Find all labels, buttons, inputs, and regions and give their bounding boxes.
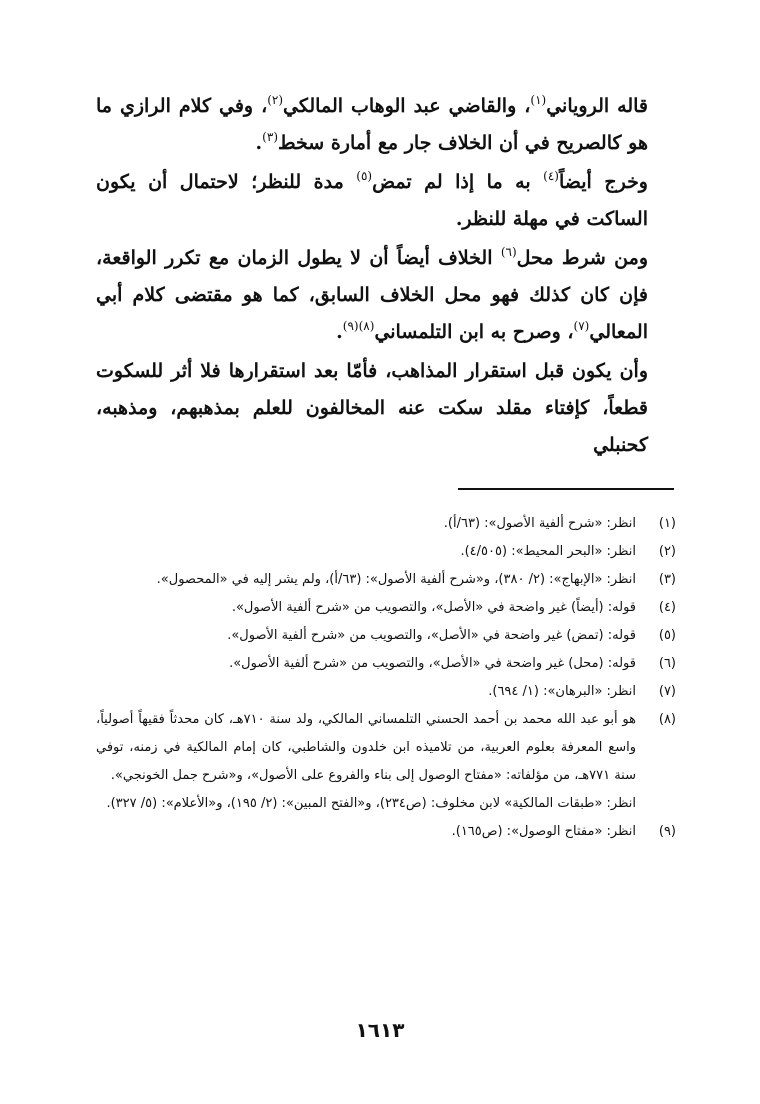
footnote-text: قوله: (محل) غير واضحة في «الأصل»، والتصويب من «شرح ألفية الأصول». xyxy=(229,656,636,671)
footnotes xyxy=(96,510,676,846)
footnote-7 xyxy=(96,678,676,706)
paragraph-3 xyxy=(96,240,672,351)
footnote-text: انظر: «الإبهاج»: (٢/ ٣٨٠)، و«شرح ألفية الأصول»: (٦٣/أ)، ولم يشر إليه في «المحصول». xyxy=(156,572,636,587)
footnote-1 xyxy=(96,510,676,538)
text-run: مدة للنظر؛ لاحتمال أن يكون الساكت في مهلة للنظر. xyxy=(96,171,648,230)
text-run: وخرج أيضاً xyxy=(558,171,648,193)
text-run: . xyxy=(255,132,263,154)
footnote-number: (٦) xyxy=(658,656,676,671)
footnote-text: انظر: «مفتاح الوصول»: (ص١٦٥). xyxy=(451,824,636,839)
footnote-separator xyxy=(458,488,674,490)
footnote-number: (٣) xyxy=(658,572,676,587)
footnote-ref-8-9: (٨)(٩) xyxy=(342,319,375,333)
text-run: ، وصرح به ابن التلمساني xyxy=(374,321,574,343)
footnote-sources: انظر: «طبقات المالكية» لابن مخلوف: (ص٢٣٤)، و«الفتح المبين»: (٢/ ١٩٥)، و«الأعلام»: (٥/ ٣٢٧). xyxy=(106,796,636,811)
text-run: ، والقاضي عبد الوهاب المالكي xyxy=(283,95,531,117)
footnote-text: قوله: (أيضاً) غير واضحة في «الأصل»، والتصويب من «شرح ألفية الأصول». xyxy=(231,600,636,615)
footnote-number: (٨) xyxy=(658,712,676,727)
paragraph-1 xyxy=(96,88,672,162)
footnote-text: انظر: «البرهان»: (١/ ٦٩٤). xyxy=(488,684,636,699)
footnote-number: (٩) xyxy=(658,824,676,839)
footnote-text: هو أبو عبد الله محمد بن أحمد الحسني التلمساني المالكي، ولد سنة ٧١٠هـ، كان محدثاً فقيهاً أصولياً، واسع المعرفة بعلوم العربية، من تلاميذه ابن خلدون والشاطبي، كان إمام المالكية في زمنه، توفي سنة ٧٧١هـ، من مؤلفاته: «مفتاح الوصول إلى بناء والفروع على الأصول»، و«شرح جمل الخونجي». xyxy=(96,712,636,783)
text-run: ، وفي كلام الرازي ما هو كالصريح في أن الخلاف جار مع أمارة سخط xyxy=(96,95,648,154)
footnote-8 xyxy=(96,706,676,818)
footnote-ref-7: (٧) xyxy=(573,319,590,333)
text-run: الخلاف أيضاً أن لا يطول الزمان مع تكرر الواقعة، فإن كان كذلك فهو محل الخلاف السابق، كما هو مقتضى كلام أبي المعالي xyxy=(96,247,648,343)
footnote-text: انظر: «البحر المحيط»: (٤/٥٠٥). xyxy=(460,544,636,559)
footnote-5 xyxy=(96,622,676,650)
footnote-2 xyxy=(96,538,676,566)
footnote-body xyxy=(96,706,636,818)
footnote-ref-5: (٥) xyxy=(356,169,373,183)
footnote-ref-2: (٢) xyxy=(267,93,284,107)
footnote-text: قوله: (تمض) غير واضحة في «الأصل»، والتصويب من «شرح ألفية الأصول». xyxy=(227,628,636,643)
text-run: . xyxy=(336,321,343,343)
footnote-ref-6: (٦) xyxy=(500,245,517,259)
footnote-text: انظر: «شرح ألفية الأصول»: (٦٣/أ). xyxy=(443,516,636,531)
footnote-9 xyxy=(96,818,676,846)
footnote-ref-3: (٣) xyxy=(262,130,278,144)
footnote-4 xyxy=(96,594,676,622)
paragraph-2 xyxy=(96,164,672,238)
footnote-number: (١) xyxy=(658,516,676,531)
paragraph-4: وأن يكون قبل استقرار المذاهب، فأمّا بعد استقرارها فلا أثر للسكوت قطعاً، كإفتاء مقلد سكت عنه المخالفون للعلم بمذهبهم، ومذهبه، كحنبلي xyxy=(96,360,648,456)
footnote-number: (٤) xyxy=(658,600,676,615)
footnote-ref-4: (٤) xyxy=(543,169,559,183)
text-run: ومن شرط محل xyxy=(516,247,648,269)
footnote-number: (٢) xyxy=(658,544,676,559)
footnote-ref-1: (١) xyxy=(530,93,547,107)
page-number: ١٦١٣ xyxy=(355,1018,405,1042)
text-run: قاله الروياني xyxy=(546,95,648,117)
footnote-number: (٥) xyxy=(658,628,676,643)
text-run: به ما إذا لم تمض xyxy=(372,171,544,193)
footnote-number: (٧) xyxy=(658,684,676,699)
main-text xyxy=(96,88,672,466)
footnote-3 xyxy=(96,566,676,594)
footnote-6 xyxy=(96,650,676,678)
